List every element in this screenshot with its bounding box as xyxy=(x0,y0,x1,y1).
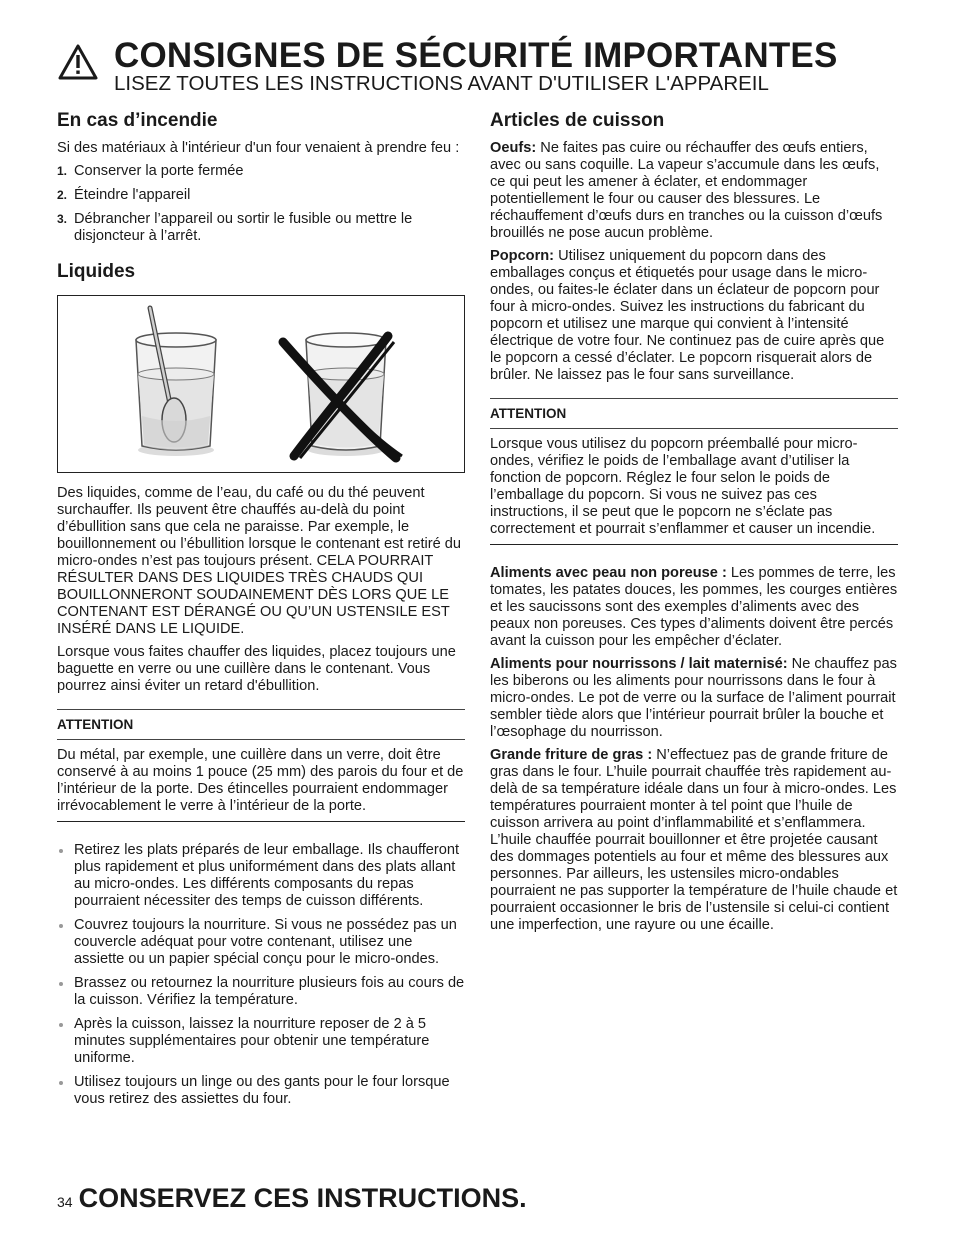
right-column xyxy=(490,110,898,940)
popcorn-paragraph xyxy=(490,248,898,384)
list-item-text: Brassez ou retournez la nourriture plusieurs fois au cours de la cuisson. Vérifiez la température. xyxy=(74,975,465,1008)
page-title: CONSIGNES DE SÉCURITÉ IMPORTANTES xyxy=(114,36,838,75)
footer-title: CONSERVEZ CES INSTRUCTIONS. xyxy=(78,1183,527,1213)
fry-paragraph xyxy=(490,747,898,934)
fry-text: N’effectuez pas de grande friture de gras dans le four. L’huile pourrait chauffée très rapidement au-delà de sa température idéale dans un four à micro-ondes. Les températures pourraient monter à tel point que l’huile de cuisson arrivera au point d’inflammabilité et s’enflammera. L’huile chauffée pourrait bouillonner et être projetée causant des dommages potentiels au four et même des blessures aux personnes. Par ailleurs, les ustensiles micro-ondables pourraient ne pas supporter la température de l’huile chaude et pourraient occasionner le bris de l’ustensile si celui-ci contient une imperfection, une rayure ou une écaille. xyxy=(490,747,898,933)
fire-heading: En cas d’incendie xyxy=(57,110,218,131)
list-item xyxy=(57,1016,465,1067)
fire-intro: Si des matériaux à l'intérieur d'un four venaient à prendre feu : xyxy=(57,140,460,156)
eggs-paragraph xyxy=(490,140,898,242)
list-item-text: Après la cuisson, laissez la nourriture reposer de 2 à 5 minutes supplémentaires pour obtenir une température uniforme. xyxy=(74,1016,430,1066)
popcorn-text: Utilisez uniquement du popcorn dans des emballages conçus et étiquetés pour usage dans le micro-ondes, ou faites-le éclater dans un éclateur de popcorn pour four à micro-ondes. Suivez les instructions du fabricant du popcorn et utilisez une marque qui convient à l’intensité électrique de votre four. Ne continuez pas de cuire après que le popcorn a cessé d’éclater. Le popcorn risquerait alors de brûler. Ne laissez pas le four sans surveillance. xyxy=(490,248,885,383)
list-item-text: Utilisez toujours un linge ou des gants pour le four lorsque vous retirez des assiettes du four. xyxy=(74,1074,450,1107)
attention-box-metal xyxy=(57,709,465,822)
liquids-paragraph-1: Des liquides, comme de l’eau, du café ou du thé peuvent surchauffer. Ils peuvent être chauffés au-delà du point d’ébullition sans que cela ne paraisse. Par exemple, le bouillonnement ou l’ébullition lorsque le contenant est retiré du micro-ondes n’est pas toujours présent. CELA POURRAIT RÉSULTER DANS DES LIQUIDES TRÈS CHAUDS QUI BOUILLONNERONT SOUDAINEMENT DÈS LORS QUE LE CONTENANT EST DÉRANGÉ OU QU’UN USTENSILE EST INSÉRÉ DANS LE LIQUIDE. xyxy=(57,485,462,637)
fry-label: Grande friture de gras : xyxy=(490,747,653,763)
attention-box-popcorn xyxy=(490,398,898,545)
step-text: Débrancher l’appareil ou sortir le fusible ou mettre le disjoncteur à l’arrêt. xyxy=(74,211,413,244)
liquids-paragraph-2: Lorsque vous faites chauffer des liquides, placez toujours une baguette en verre ou une cuillère dans le contenant. Vous pourrez ainsi éviter un retard d'ébullition. xyxy=(57,644,456,694)
fire-step xyxy=(57,187,465,204)
fire-steps xyxy=(57,163,465,245)
list-item xyxy=(57,1074,465,1108)
attention-title: ATTENTION xyxy=(57,710,465,740)
page-subtitle: LISEZ TOUTES LES INSTRUCTIONS AVANT D'UTILISER L'APPAREIL xyxy=(114,72,769,95)
popcorn-label: Popcorn: xyxy=(490,248,555,264)
glass-with-spoon-icon xyxy=(136,308,216,456)
cookware-heading: Articles de cuisson xyxy=(490,110,665,131)
list-item xyxy=(57,975,465,1009)
infant-label: Aliments pour nourrissons / lait maternisé: xyxy=(490,656,788,672)
bullet-icon xyxy=(59,924,63,928)
list-item-text: Couvrez toujours la nourriture. Si vous ne possédez pas un couvercle adéquat pour votre contenant, utilisez une assiette ou un papier spécial conçu pour le micro-ondes. xyxy=(74,917,457,967)
infant-text: Ne chauffez pas les biberons ou les aliments pour nourrissons dans le four à micro-ondes. Le pot de verre ou la surface de l’aliment pourrait sembler tiède alors que l’intérieur pourrait brûler la bouche et l’œsophage du nourrisson. xyxy=(490,656,897,740)
bullet-icon xyxy=(59,849,63,853)
skin-label: Aliments avec peau non poreuse : xyxy=(490,565,727,581)
eggs-label: Oeufs: xyxy=(490,140,537,156)
list-item xyxy=(57,842,465,910)
attention-text: Lorsque vous utilisez du popcorn préemballé pour micro-ondes, vérifiez le poids de l’emballage avant d’utiliser la fonction de popcorn. Réglez le four selon le poids de l’emballage du popcorn. Si vous ne suivez pas ces instructions, il se peut que le popcorn ne s’éclate pas correctement et pourrait s’enflammer et causer un incendie. xyxy=(490,436,876,537)
liquids-figure xyxy=(57,295,465,473)
step-number: 2. xyxy=(57,188,68,202)
bullet-icon xyxy=(59,1081,63,1085)
liquids-heading: Liquides xyxy=(57,261,136,282)
page-number: 34 xyxy=(57,1194,73,1210)
step-number: 3. xyxy=(57,212,68,226)
step-text: Conserver la porte fermée xyxy=(74,163,244,179)
attention-text: Du métal, par exemple, une cuillère dans un verre, doit être conservé à au moins 1 pouce (25 mm) des parois du four et de l’intérieur de la porte. Des étincelles pourraient endommager irrévocablement le verre à l’intérieur de la porte. xyxy=(57,747,464,814)
list-item-text: Retirez les plats préparés de leur emballage. Ils chaufferont plus rapidement et plus uniformément dans des plats allant au micro-ondes. Les différents composants du repas pourraient nécessiter des temps de cuisson différents. xyxy=(74,842,460,909)
eggs-text: Ne faites pas cuire ou réchauffer des œufs entiers, avec ou sans coquille. La vapeur s’accumule dans les œufs, ce qui peut les amener à éclater, et endommager potentiellement le four ou causer des blessures. Le réchauffement d’œufs durs en tranches ou la cuisson d’œufs brouillés ne pose aucun problème. xyxy=(490,140,883,241)
bullet-icon xyxy=(59,982,63,986)
attention-title: ATTENTION xyxy=(490,399,898,429)
list-item xyxy=(57,917,465,968)
tips-list xyxy=(57,842,465,1108)
glass-illustration xyxy=(58,296,464,472)
step-number: 1. xyxy=(57,164,68,178)
warning-triangle-icon xyxy=(58,44,98,80)
glass-crossed-out-icon xyxy=(283,333,402,458)
step-text: Éteindre l'appareil xyxy=(74,187,191,203)
left-column xyxy=(57,110,465,1115)
fire-step xyxy=(57,163,465,180)
fire-step xyxy=(57,211,465,245)
skin-paragraph xyxy=(490,565,898,650)
page-footer xyxy=(57,1183,527,1214)
bullet-icon xyxy=(59,1023,63,1027)
infant-paragraph xyxy=(490,656,898,741)
skin-text: Les pommes de terre, les tomates, les patates douces, les pommes, les courges entières et les saucissons sont des exemples d’aliments avec des peaux non poreuses. Ces types d’aliments doivent être percés avant la cuisson pour les empêcher d’éclater. xyxy=(490,565,898,649)
